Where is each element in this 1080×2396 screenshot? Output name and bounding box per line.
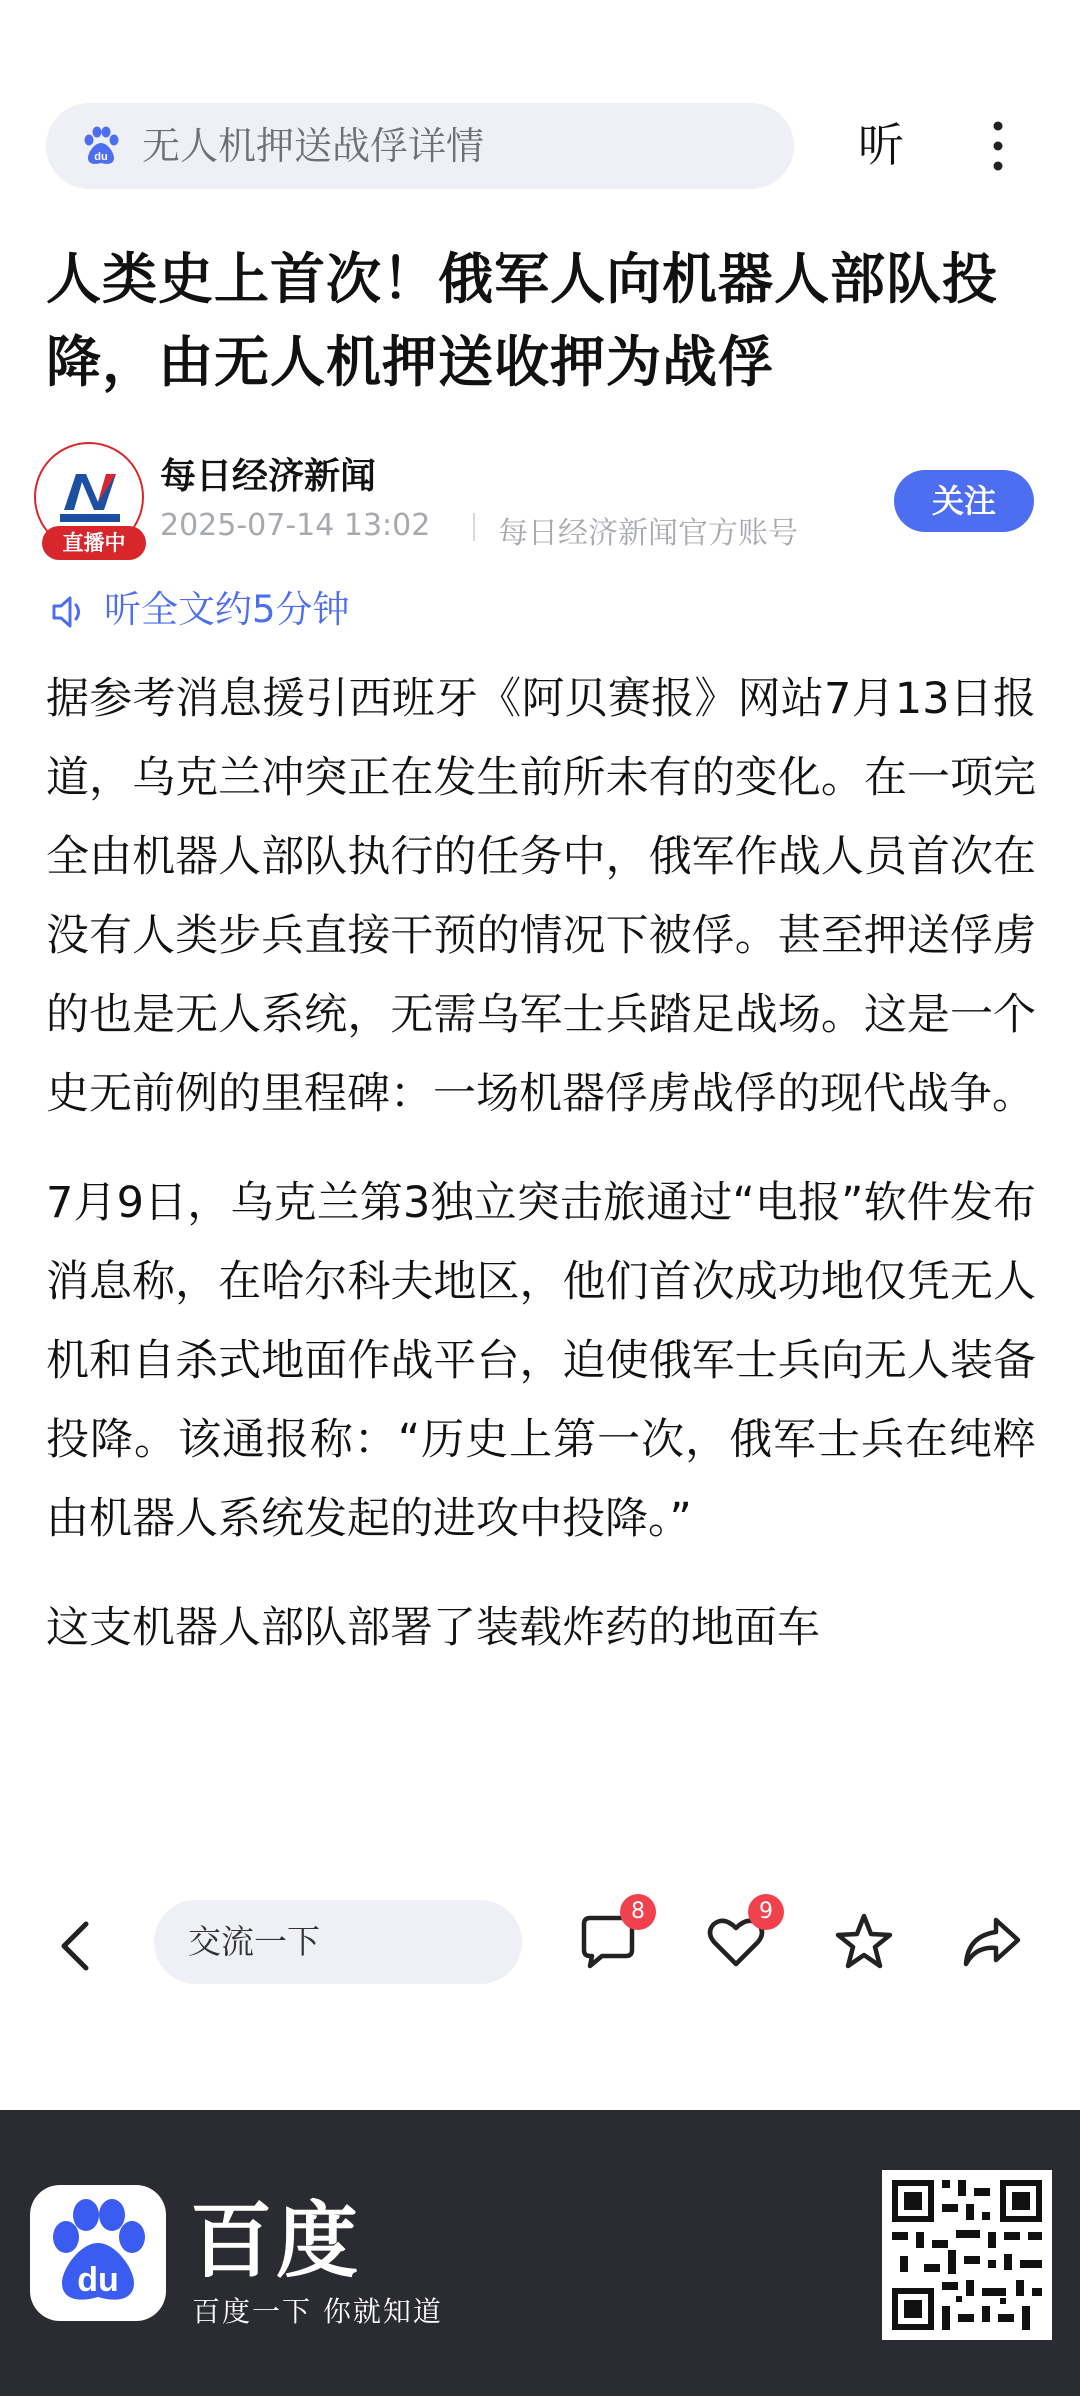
article-title: 人类史上首次！俄军人向机器人部队投降，由无人机押送收押为战俘 bbox=[46, 247, 999, 394]
listen-full-label: 听全文约5分钟 bbox=[104, 588, 350, 631]
comment-count-badge: 8 bbox=[620, 1894, 656, 1930]
article-paragraph: 这支机器人部队部署了装载炸药的地面车 bbox=[46, 1603, 820, 1653]
live-badge[interactable]: 直播中 bbox=[42, 526, 146, 560]
like-count-badge: 9 bbox=[748, 1894, 784, 1930]
baidu-paw-icon bbox=[30, 2185, 166, 2321]
baidu-logo bbox=[30, 2185, 166, 2321]
author-account-label: 每日经济新闻官方账号 bbox=[498, 516, 798, 551]
article-paragraph: 据参考消息援引西班牙《阿贝赛报》网站7月13日报道，乌克兰冲突正在发生前所未有的变化。在一项完全由机器人部队执行的任务中，俄军作战人员首次在没有人类步兵直接干预的情况下被俘。甚至押送俘虏的也是无人系统，无需乌军士兵踏足战场。这是一个史无前例的里程碑：一场机器俘虏战俘的现代战争。 bbox=[46, 674, 1036, 1119]
bottom-action-bar bbox=[0, 1880, 1080, 2000]
listen-button[interactable]: 听 bbox=[858, 118, 904, 172]
qr-code-icon bbox=[882, 2170, 1052, 2340]
article-body bbox=[46, 660, 1036, 1698]
comment-placeholder: 交流一下 bbox=[188, 1922, 320, 1961]
baidu-slogan: 百度一下 你就知道 bbox=[192, 2295, 443, 2328]
article-paragraph: 7月9日，乌克兰第3独立突击旅通过“电报”软件发布消息称，在哈尔科夫地区，他们首次成功地仅凭无人机和自杀式地面作战平台，迫使俄军士兵向无人装备投降。该通报称：“历史上第一次，俄军士兵在纯粹由机器人系统发起的进攻中投降。” bbox=[46, 1178, 1036, 1544]
baidu-footer bbox=[0, 2110, 1080, 2396]
publish-time: 2025-07-14 13:02 bbox=[160, 508, 431, 543]
back-arrow-icon[interactable] bbox=[56, 1918, 96, 1974]
author-name[interactable]: 每日经济新闻 bbox=[160, 456, 377, 497]
baidu-brand-name: 百度 bbox=[190, 2194, 363, 2289]
favorite-star-icon[interactable] bbox=[832, 1910, 896, 1974]
follow-button[interactable]: 关注 bbox=[894, 470, 1034, 532]
share-icon[interactable] bbox=[960, 1910, 1024, 1974]
svg-text:du: du bbox=[77, 2261, 119, 2299]
search-query: 无人机押送战俘详情 bbox=[142, 124, 485, 168]
comment-input[interactable] bbox=[154, 1900, 522, 1984]
svg-text:du: du bbox=[94, 151, 108, 163]
